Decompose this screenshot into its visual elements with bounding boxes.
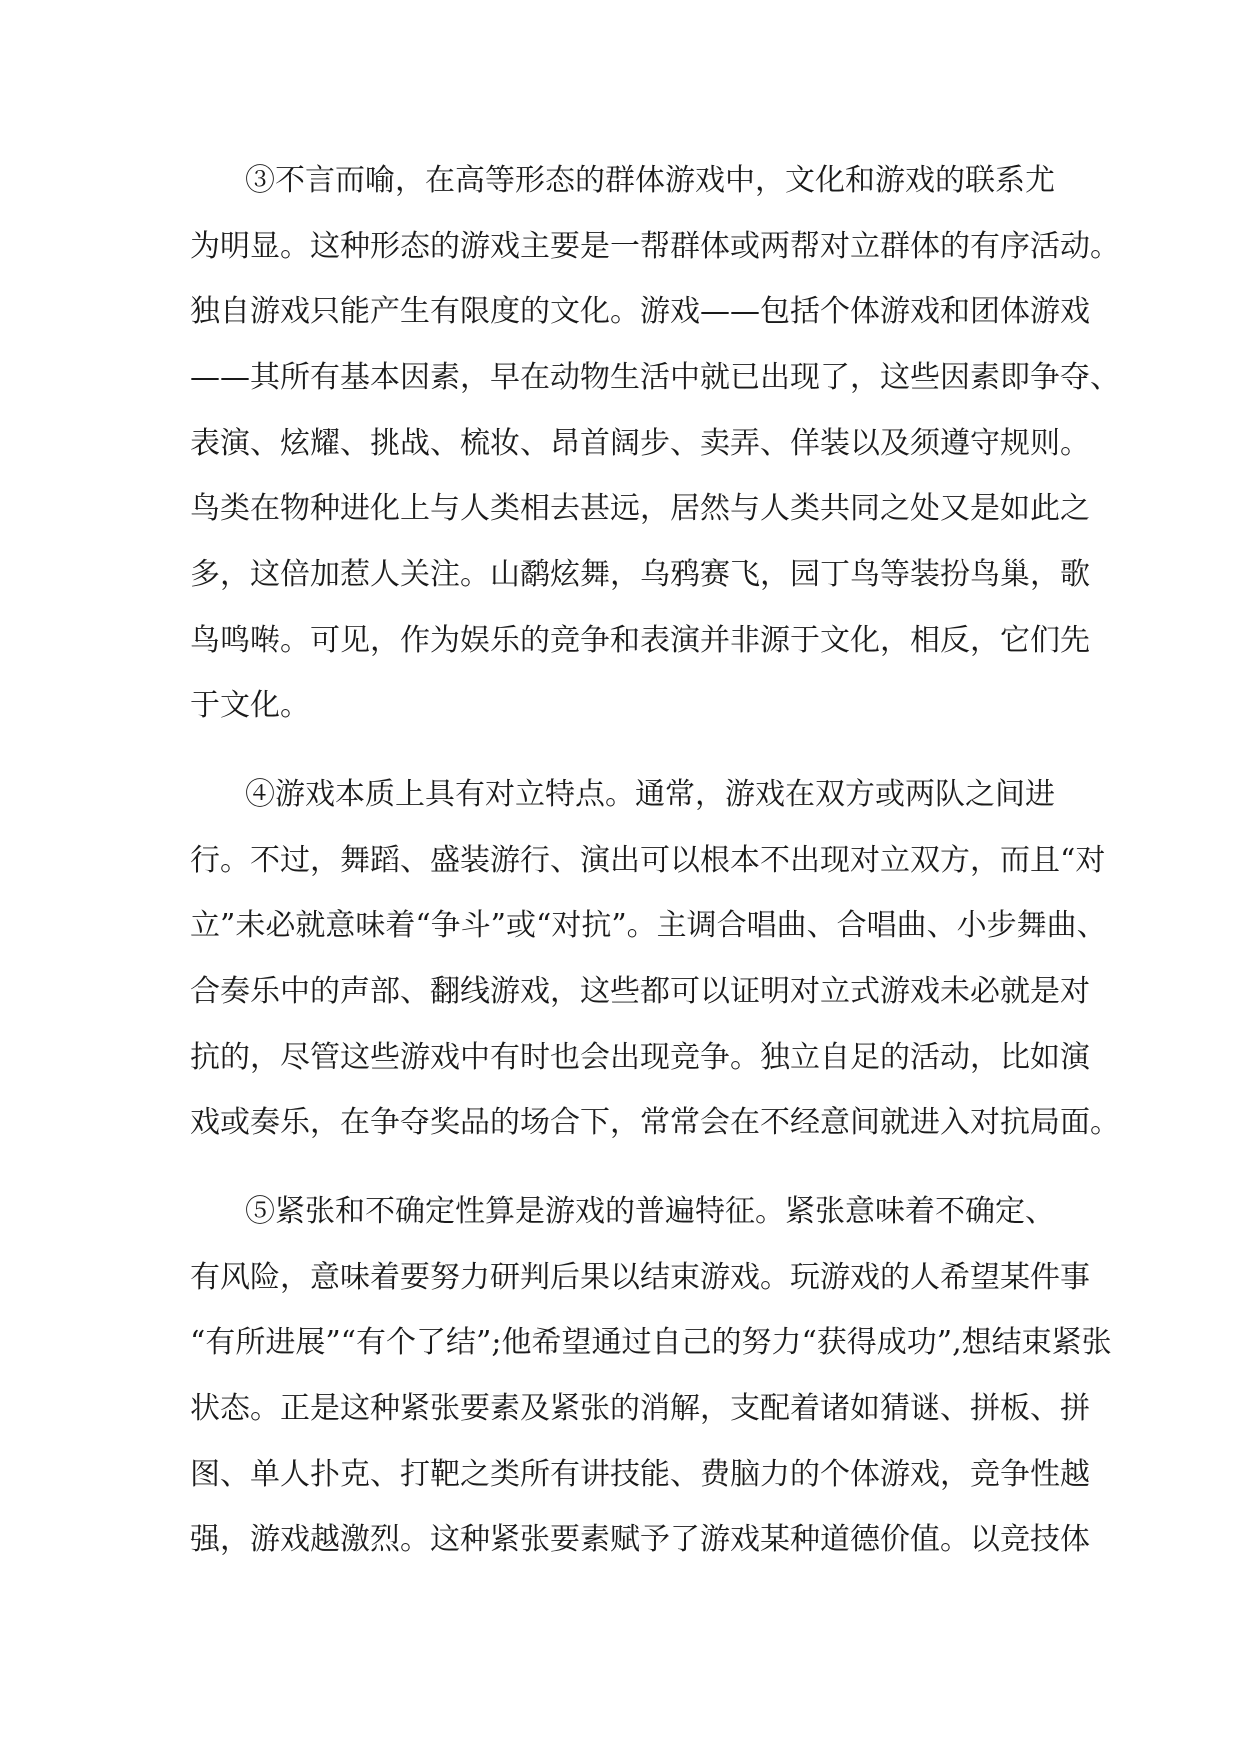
text-line: 抗的，尽管这些游戏中有时也会出现竞争。独立自足的活动，比如演	[190, 1040, 1090, 1075]
text-line: 独自游戏只能产生有限度的文化。游戏——包括个体游戏和团体游戏	[190, 294, 1090, 329]
text-line: 戏或奏乐，在争夺奖品的场合下，常常会在不经意间就进入对抗局面。	[190, 1105, 1120, 1140]
text-line: 多，这倍加惹人关注。山鹬炫舞，乌鸦赛飞，园丁鸟等装扮鸟巢，歌	[190, 557, 1090, 592]
text-line: 行。不过，舞蹈、盛装游行、演出可以根本不出现对立双方，而且“对	[190, 843, 1106, 878]
text-line: 立”未必就意味着“争斗”或“对抗”。主调合唱曲、合唱曲、小步舞曲、	[190, 908, 1107, 943]
text-line: 于文化。	[190, 688, 310, 723]
text-line: 鸟类在物种进化上与人类相去甚远，居然与人类共同之处又是如此之	[190, 491, 1090, 526]
text-line: 表演、炫耀、挑战、梳妆、昂首阔步、卖弄、佯装以及须遵守规则。	[190, 426, 1090, 461]
text-line: 图、单人扑克、打靶之类所有讲技能、费脑力的个体游戏，竞争性越	[190, 1457, 1090, 1492]
text-line: 有风险，意味着要努力研判后果以结束游戏。玩游戏的人希望某件事	[190, 1260, 1090, 1295]
text-line: 状态。正是这种紧张要素及紧张的消解，支配着诸如猜谜、拼板、拼	[190, 1391, 1090, 1426]
text-line: 强，游戏越激烈。这种紧张要素赋予了游戏某种道德价值。以竞技体	[190, 1522, 1090, 1557]
text-line: “有所进展”“有个了结”;他希望通过自己的努力“获得成功”,想结束紧张	[190, 1325, 1112, 1360]
text-line: ⑤紧张和不确定性算是游戏的普遍特征。紧张意味着不确定、	[245, 1194, 1055, 1229]
text-line: 为明显。这种形态的游戏主要是一帮群体或两帮对立群体的有序活动。	[190, 229, 1120, 264]
text-line: ④游戏本质上具有对立特点。通常，游戏在双方或两队之间进	[245, 777, 1055, 812]
text-line: ——其所有基本因素，早在动物生活中就已出现了，这些因素即争夺、	[190, 360, 1120, 395]
text-line: 合奏乐中的声部、翻线游戏，这些都可以证明对立式游戏未必就是对	[190, 974, 1090, 1009]
text-line: 鸟鸣啭。可见，作为娱乐的竞争和表演并非源于文化，相反，它们先	[190, 623, 1090, 658]
text-line: ③不言而喻，在高等形态的群体游戏中，文化和游戏的联系尤	[245, 163, 1055, 198]
